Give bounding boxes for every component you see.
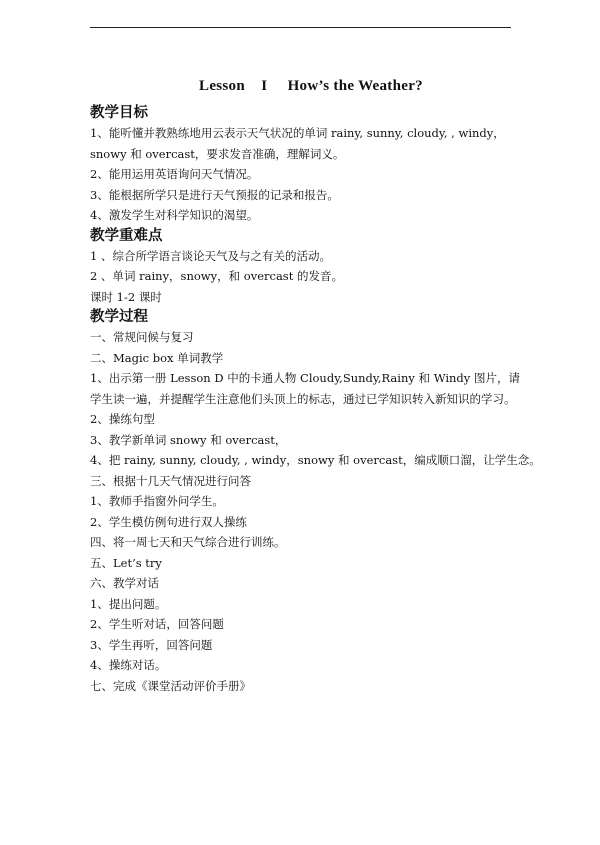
text-line: 2、学生听对话，回答问题	[90, 617, 224, 631]
text-line: 4、把 rainy, sunny, cloudy, , windy，snowy 和 overcast，编成顺口溜，让学生念。	[90, 453, 541, 467]
text-line: snowy 和 overcast，要求发音准确，理解词义。	[90, 146, 345, 161]
text-line: 1 、综合所学语言谈论天气及与之有关的活动。	[90, 248, 331, 263]
section-heading-objectives: 教学目标	[90, 104, 148, 121]
text-line: 1、教师手指窗外问学生。	[90, 494, 224, 508]
text-line: 三、根据十几天气情况进行问答	[90, 473, 251, 488]
text-line: 1、提出问题。	[90, 596, 167, 611]
section-key-points	[90, 226, 520, 308]
text-line: 五、Let’s try	[90, 555, 162, 570]
text-line: 2 、单词 rainy，snowy，和 overcast 的发音。	[90, 269, 343, 283]
text-line: 四、将一周七天和天气综合进行训练。	[90, 535, 286, 549]
document-body	[90, 78, 541, 696]
text-line: 课时 1-2 课时	[90, 289, 162, 304]
header-rule	[90, 27, 511, 28]
text-line: 4、激发学生对科学知识的渴望。	[90, 208, 259, 222]
section-heading-procedure: 教学过程	[90, 308, 148, 325]
text-line: 一、常规问候与复习	[90, 330, 194, 344]
section-objectives	[90, 103, 520, 226]
section-heading-key-points: 教学重难点	[90, 226, 163, 244]
text-line: 3、能根据所学只是进行天气预报的记录和报告。	[90, 187, 339, 202]
text-paragraph: 1、出示第一册 Lesson D 中的卡通人物 Cloudy,Sundy,Rainy 和 Windy 图片，请学生读一遍，并提醒学生注意他们头顶上的标志，通过已学知识转入新知识的学习。	[90, 371, 520, 406]
text-line: 六、教学对话	[90, 576, 159, 590]
text-line: 2、操练句型	[90, 412, 155, 426]
text-line: 3、学生再听，回答问题	[90, 637, 213, 652]
section-procedure	[90, 307, 541, 696]
text-line: 2、学生模仿例句进行双人操练	[90, 514, 247, 529]
text-line: 二、Magic box 单词教学	[90, 350, 224, 365]
text-line: 七、完成《课堂活动评价手册》	[90, 678, 251, 693]
text-line: 1、能听懂并教熟练地用云表示天气状况的单词 rainy, sunny, cloudy, , windy，	[90, 126, 505, 140]
lesson-title: Lesson I How’s the Weather?	[199, 78, 423, 94]
text-line: 2、能用运用英语询问天气情况。	[90, 167, 259, 181]
text-line: 3、教学新单词 snowy 和 overcast，	[90, 432, 287, 447]
text-line: 4、操练对话。	[90, 658, 167, 672]
